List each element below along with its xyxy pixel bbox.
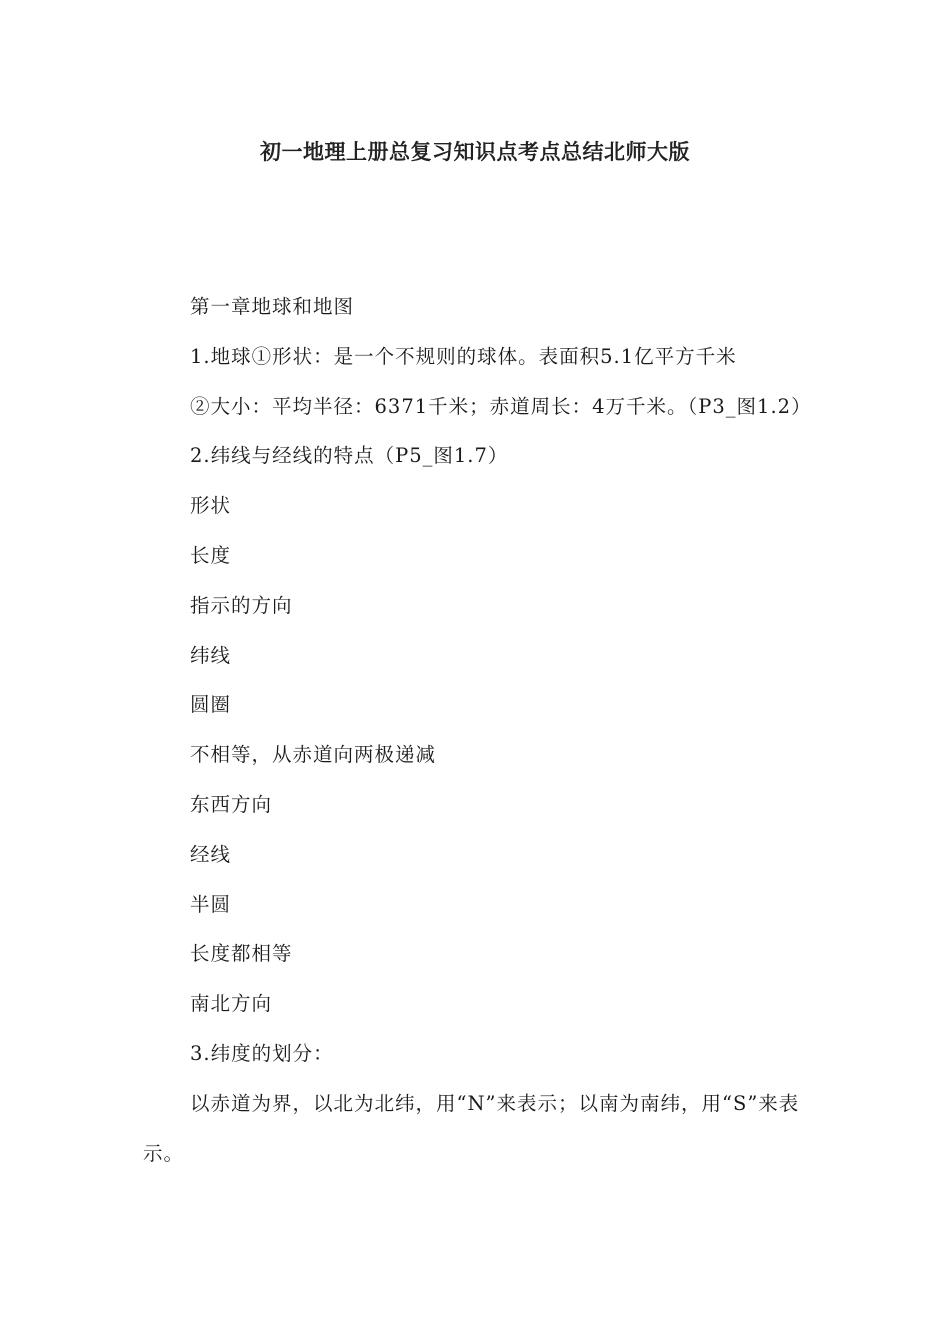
- paragraph-latitude-division: 以赤道为界，以北为北纬，用“N”来表示；以南为南纬，用“S”来表示。: [143, 1091, 800, 1165]
- paragraph-lines-heading: 2.纬线与经线的特点（P5_图1.7）: [190, 444, 509, 468]
- table-cell-longitude-shape: 半圆: [190, 892, 232, 916]
- table-cell-direction-header: 指示的方向: [190, 593, 293, 617]
- document-title: 初一地理上册总复习知识点考点总结北师大版: [260, 140, 690, 164]
- table-cell-length-header: 长度: [190, 543, 232, 567]
- paragraph-earth-shape: 1.地球①形状：是一个不规则的球体。表面积5.1亿平方千米: [190, 344, 737, 368]
- table-cell-latitude-shape: 圆圈: [190, 693, 232, 717]
- paragraph-latitude-division-heading: 3.纬度的划分：: [190, 1041, 334, 1065]
- table-cell-latitude-direction: 东西方向: [190, 792, 273, 816]
- table-cell-shape-header: 形状: [190, 494, 232, 518]
- table-cell-latitude-length: 不相等，从赤道向两极递减: [190, 743, 437, 767]
- table-cell-longitude-direction: 南北方向: [190, 992, 273, 1016]
- table-cell-longitude-line: 经线: [190, 842, 232, 866]
- table-cell-latitude-line: 纬线: [190, 643, 232, 667]
- chapter-heading: 第一章地球和地图: [190, 295, 355, 318]
- paragraph-earth-size: ②大小：平均半径：6371千米；赤道周长：4万千米。（P3_图1.2）: [190, 394, 812, 418]
- table-cell-longitude-length: 长度都相等: [190, 942, 293, 966]
- document-body: [143, 282, 812, 1178]
